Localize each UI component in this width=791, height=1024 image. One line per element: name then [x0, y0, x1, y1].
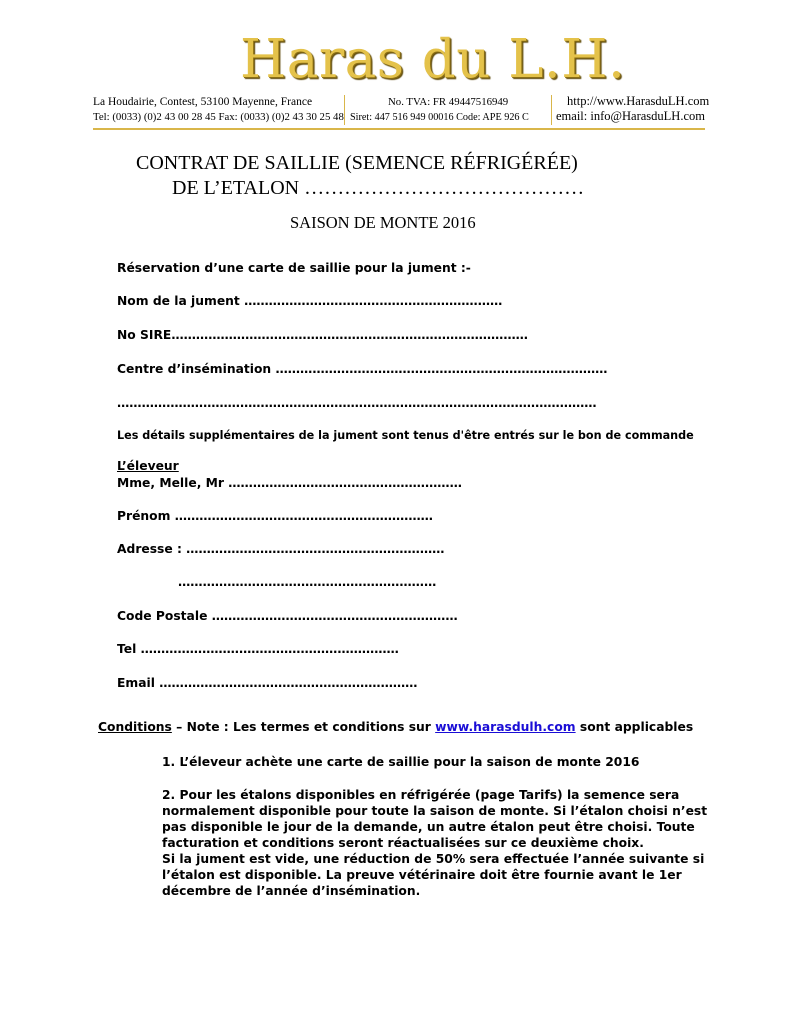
header-rule [93, 128, 705, 130]
mare-details-note: Les détails supplémentaires de la jument sont tenus d'être entrés sur le bon de commande [117, 429, 694, 442]
conditions-suffix: sont applicables [575, 720, 694, 734]
first-name-field[interactable]: Prénom ……………………………………………………… [117, 509, 433, 523]
condition-item-2-line: l’étalon est disponible. La preuve vétérinaire doit être fournie avant le 1er [162, 868, 682, 882]
postal-code-field[interactable]: Code Postale …………………………………………………… [117, 609, 458, 623]
conditions-line [98, 720, 693, 735]
condition-item-2-line: 2. Pour les étalons disponibles en réfrigérée (page Tarifs) la semence sera [162, 788, 680, 802]
header-separator [344, 95, 345, 125]
email-field[interactable]: Email ……………………………………………………… [117, 676, 418, 690]
sire-field[interactable]: No SIRE…………………………………………………………………………… [117, 328, 528, 342]
header-email[interactable]: email: info@HarasduLH.com [556, 109, 705, 123]
breeder-heading: L’éleveur [117, 459, 179, 473]
reservation-label: Réservation d’une carte de saillie pour la jument :- [117, 261, 471, 275]
insemination-centre-continuation[interactable]: ……………………………………………………………………………………………………… [117, 396, 597, 410]
condition-item-2-line: facturation et conditions seront réactualisées sur ce deuxième choix. [162, 836, 644, 850]
stallion-title: DE L’ETALON …………………………………… [172, 177, 585, 199]
header-siret: Siret: 447 516 949 00016 Code: APE 926 C [350, 112, 529, 123]
tel-field[interactable]: Tel ……………………………………………………… [117, 642, 399, 656]
page-title: CONTRAT DE SAILLIE (SEMENCE RÉFRIGÉRÉE) [136, 152, 578, 174]
header-tva: No. TVA: FR 49447516949 [388, 96, 509, 108]
condition-item-1: 1. L’éleveur achète une carte de saillie pour la saison de monte 2016 [162, 755, 640, 769]
breeder-title-field[interactable]: Mme, Melle, Mr ………………………………………………… [117, 476, 462, 490]
condition-item-2-line: Si la jument est vide, une réduction de 50% sera effectuée l’année suivante si [162, 852, 705, 866]
season-title: SAISON DE MONTE 2016 [290, 213, 476, 232]
header-address: La Houdairie, Contest, 53100 Mayenne, France [93, 96, 313, 108]
header-separator [551, 95, 552, 125]
mare-name-field[interactable]: Nom de la jument ……………………………………………………… [117, 294, 503, 308]
condition-item-2 [162, 787, 707, 899]
address-field[interactable]: Adresse : ……………………………………………………… [117, 542, 445, 556]
conditions-label: Conditions [98, 720, 172, 734]
conditions-link[interactable]: www.harasdulh.com [435, 720, 576, 734]
address-continuation-field[interactable]: ……………………………………………………… [178, 575, 437, 589]
condition-item-2-line: normalement disponible pour toute la saison de monte. Si l’étalon choisi n’est [162, 804, 708, 818]
header-phone-fax: Tel: (0033) (0)2 43 00 28 45 Fax: (0033) (0)2 43 30 25 48 [93, 111, 344, 123]
condition-item-2-line: décembre de l’année d’insémination. [162, 884, 421, 898]
condition-item-2-line: pas disponible le jour de la demande, un autre étalon peut être choisi. Toute [162, 820, 695, 834]
header-website[interactable]: http://www.HarasduLH.com [567, 94, 710, 108]
logo: Haras du L.H. [240, 29, 626, 90]
conditions-prefix: – Note : Les termes et conditions sur [171, 720, 436, 734]
insemination-centre-field[interactable]: Centre d’insémination ……………………………………………………………………… [117, 362, 608, 376]
